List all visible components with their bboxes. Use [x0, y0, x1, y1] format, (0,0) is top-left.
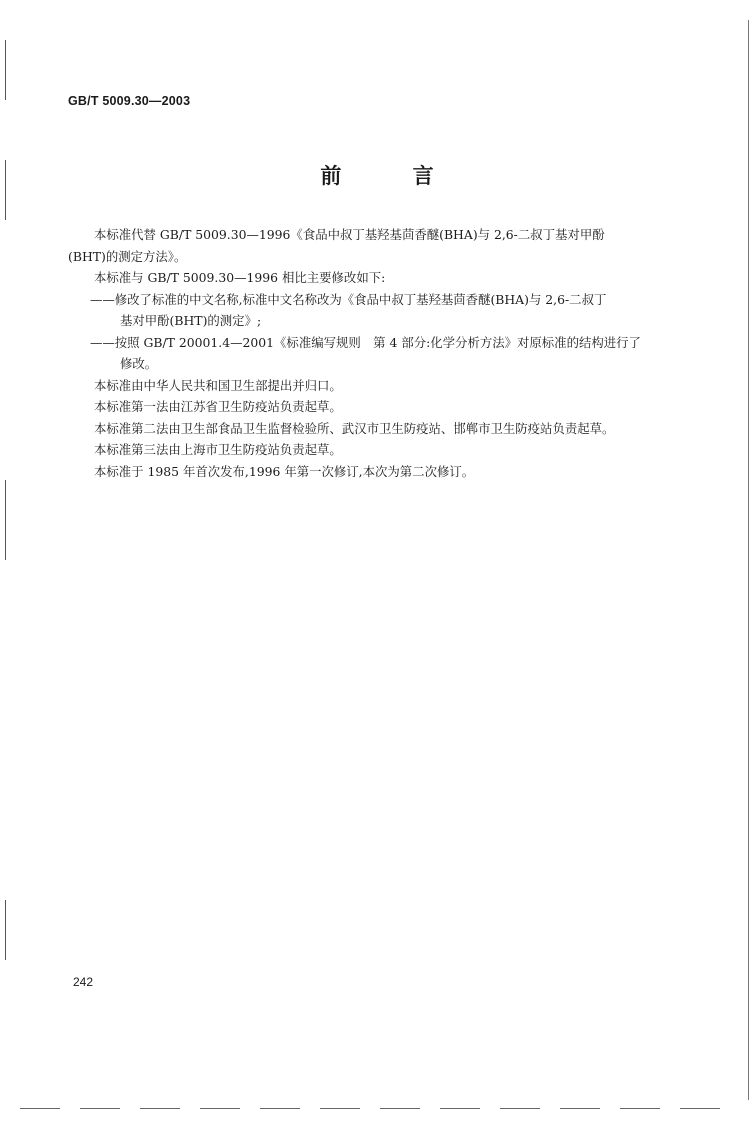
- dash-item-continuation: 修改。: [120, 356, 158, 371]
- paragraph: 本标准代替 GB/T 5009.30—1996《食品中叔丁基羟基茴香醚(BHA)与 2,6-二叔丁基对甲酚: [94, 227, 605, 242]
- dash-item: ——修改了标准的中文名称,标准中文名称改为《食品中叔丁基羟基茴香醚(BHA)与 2,6-二叔丁: [90, 291, 607, 307]
- bottom-scan-line: [20, 1108, 740, 1109]
- scan-edge-left: [5, 480, 6, 560]
- scan-edge-left: [5, 40, 6, 100]
- paragraph: 本标准第二法由卫生部食品卫生监督检验所、武汉市卫生防疫站、邯郸市卫生防疫站负责起草。: [94, 420, 615, 436]
- paragraph: 本标准于 1985 年首次发布,1996 年第一次修订,本次为第二次修订。: [94, 463, 475, 479]
- page-number: 242: [73, 975, 94, 989]
- dash-item: ——按照 GB/T 20001.4—2001《标准编写规则 第 4 部分:化学分析方法》对原标准的结构进行了: [90, 334, 641, 350]
- paragraph: 本标准第一法由江苏省卫生防疫站负责起草。: [94, 399, 342, 414]
- paragraph-continuation: (BHT)的测定方法》。: [68, 248, 187, 264]
- standard-code: GB/T 5009.30—2003: [68, 94, 191, 108]
- paragraph: 本标准第三法由上海市卫生防疫站负责起草。: [94, 442, 342, 457]
- page-title: 前 言: [320, 164, 466, 188]
- paragraph: 本标准由中华人民共和国卫生部提出并归口。: [94, 377, 342, 393]
- foreword-body: [68, 224, 690, 482]
- dash-item-continuation: 基对甲酚(BHT)的测定》;: [120, 313, 262, 328]
- scan-edge-left: [5, 900, 6, 960]
- paragraph: 本标准与 GB/T 5009.30—1996 相比主要修改如下:: [94, 270, 386, 285]
